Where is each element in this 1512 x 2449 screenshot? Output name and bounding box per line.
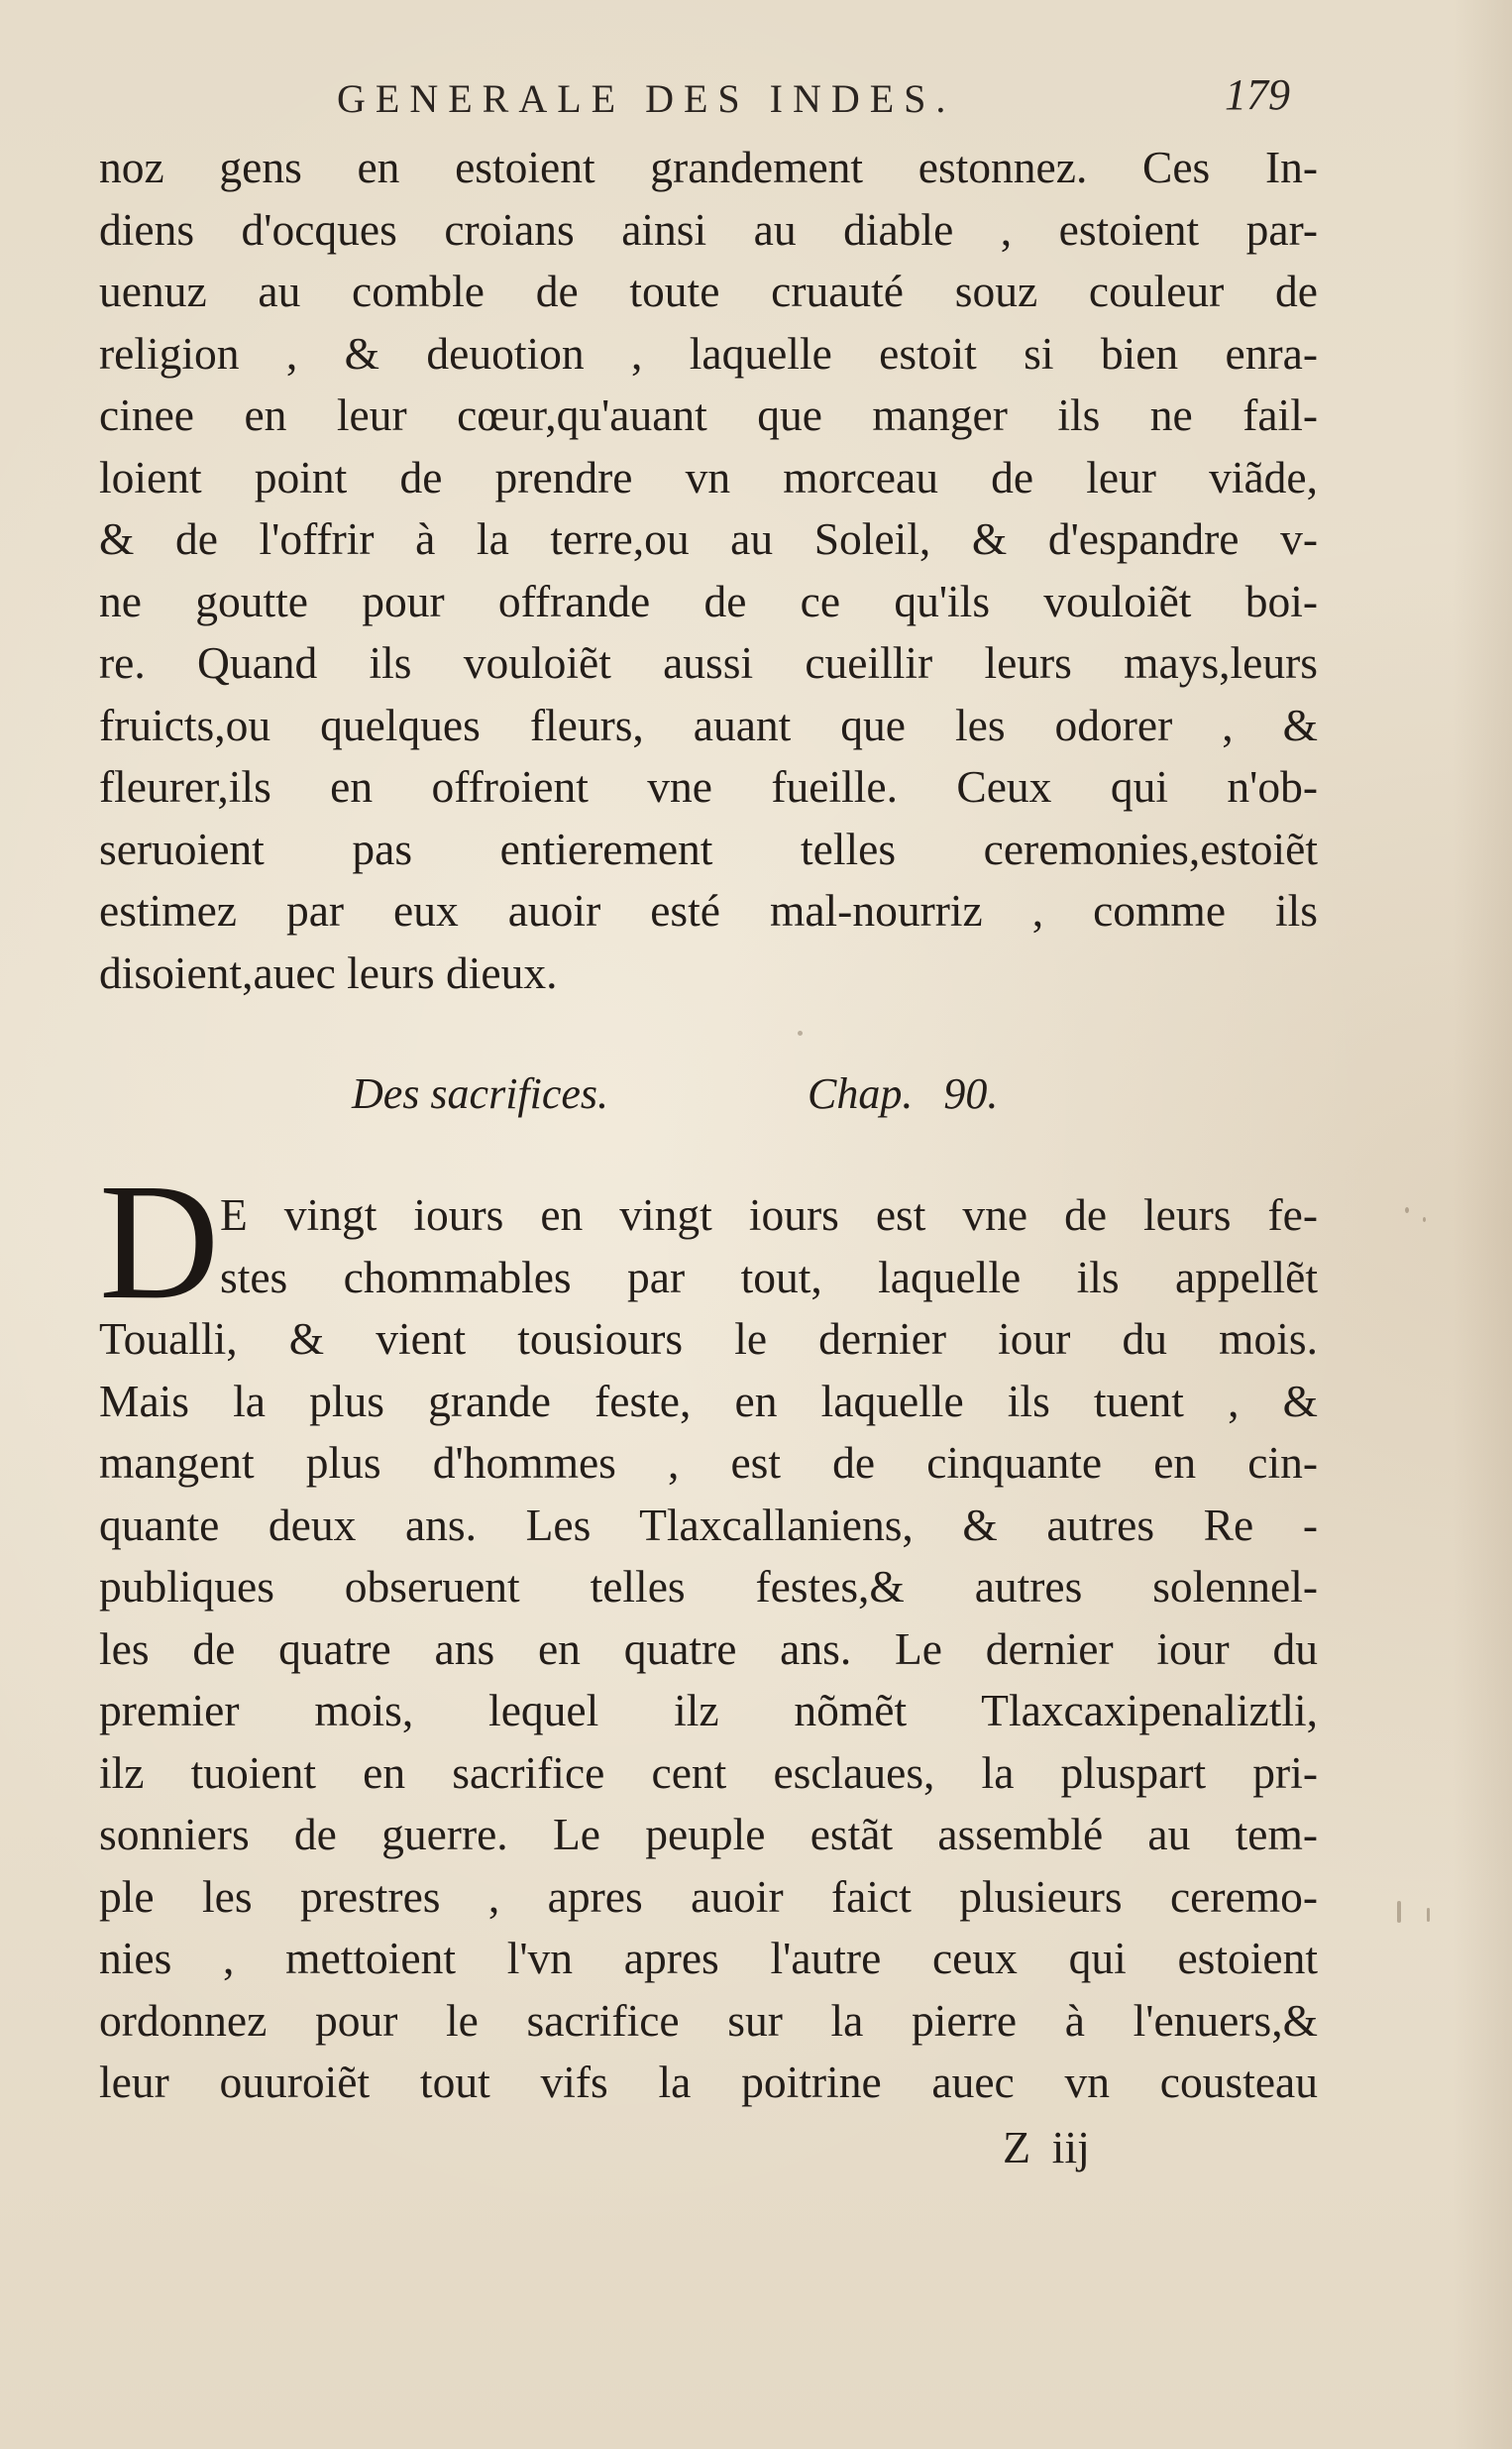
chapter-number: Chap. 90. xyxy=(808,1069,999,1118)
text-line: estimez par eux auoir esté mal-nourriz , comme ils xyxy=(99,885,1318,936)
paper-speck xyxy=(1427,1908,1430,1922)
page-number: 179 xyxy=(1225,70,1290,119)
chapter-title: Des sacrifices. xyxy=(352,1069,609,1118)
text-line: fruicts,ou quelques fleurs, auant que les odorer , & xyxy=(99,699,1318,750)
page-gutter-shadow xyxy=(1453,0,1512,2449)
text-line: publiques obseruent telles festes,& autres solennel- xyxy=(99,1561,1318,1612)
running-title: GENERALE DES INDES. xyxy=(337,76,956,121)
chapter-heading xyxy=(99,1060,1318,1130)
paper-speck xyxy=(1397,1901,1401,1923)
paper-speck xyxy=(1405,1207,1409,1213)
text-line: mangent plus d'hommes , est de cinquante en cin- xyxy=(99,1437,1318,1488)
text-line: & de l'offrir à la terre,ou au Soleil, & d'espandre v- xyxy=(99,513,1318,564)
text-line: diens d'ocques croians ainsi au diable , estoient par- xyxy=(99,203,1318,255)
text-line: uenuz au comble de toute cruauté souz couleur de xyxy=(99,266,1318,316)
text-line: les de quatre ans en quatre ans. Le dernier iour du xyxy=(99,1622,1318,1674)
paragraph-2 xyxy=(99,1184,1318,2114)
drop-cap: D xyxy=(99,1150,220,1334)
text-line: Mais la plus grande feste, en laquelle ils tuent , & xyxy=(99,1375,1318,1426)
text-line: quante deux ans. Les Tlaxcallaniens, & autres Re - xyxy=(99,1499,1318,1550)
text-line: Toualli, & vient tousiours le dernier iour du mois. xyxy=(99,1313,1318,1364)
signature-mark: Z iij xyxy=(1003,2122,1090,2172)
paper-speck xyxy=(1423,1217,1426,1222)
page-header xyxy=(99,67,1318,127)
text-line: leur ouuroiẽt tout vifs la poitrine auec vn cousteau xyxy=(99,2057,1318,2107)
paragraph-1 xyxy=(99,137,1318,1004)
text-line: E vingt iours en vingt iours est vne de leurs fe- xyxy=(220,1189,1318,1240)
text-line: stes chommables par tout, laquelle ils appellẽt xyxy=(220,1251,1318,1302)
paper-speck xyxy=(798,1031,803,1036)
text-line: religion , & deuotion , laquelle estoit si bien enra- xyxy=(99,327,1318,379)
text-line: seruoient pas entierement telles ceremonies,estoiẽt xyxy=(99,823,1318,874)
text-line: ordonnez pour le sacrifice sur la pierre à l'enuers,& xyxy=(99,1994,1318,2046)
drop-cap-lines xyxy=(99,1184,1318,1308)
text-line: nies , mettoient l'vn apres l'autre ceux qui estoient xyxy=(99,1933,1318,1983)
text-line: ple les prestres , apres auoir faict plusieurs ceremo- xyxy=(99,1870,1318,1922)
text-line: sonniers de guerre. Le peuple estãt assemblé au tem- xyxy=(99,1809,1318,1859)
text-line: fleurer,ils en offroient vne fueille. Ceux qui n'ob- xyxy=(99,761,1318,812)
text-line: noz gens en estoient grandement estonnez. Ces In- xyxy=(99,142,1318,192)
text-line: ne goutte pour offrande de ce qu'ils vouloiẽt boi- xyxy=(99,575,1318,626)
text-line: premier mois, lequel ilz nõmẽt Tlaxcaxipenaliztli, xyxy=(99,1685,1318,1735)
text-line: disoient,auec leurs dieux. xyxy=(99,946,558,998)
text-line: cinee en leur cœur,qu'auant que manger ils ne fail- xyxy=(99,390,1318,440)
text-line: loient point de prendre vn morceau de leur viãde, xyxy=(99,451,1318,502)
text-line: ilz tuoient en sacrifice cent esclaues, la pluspart pri- xyxy=(99,1746,1318,1798)
text-line: re. Quand ils vouloiẽt aussi cueillir leurs mays,leurs xyxy=(99,637,1318,688)
